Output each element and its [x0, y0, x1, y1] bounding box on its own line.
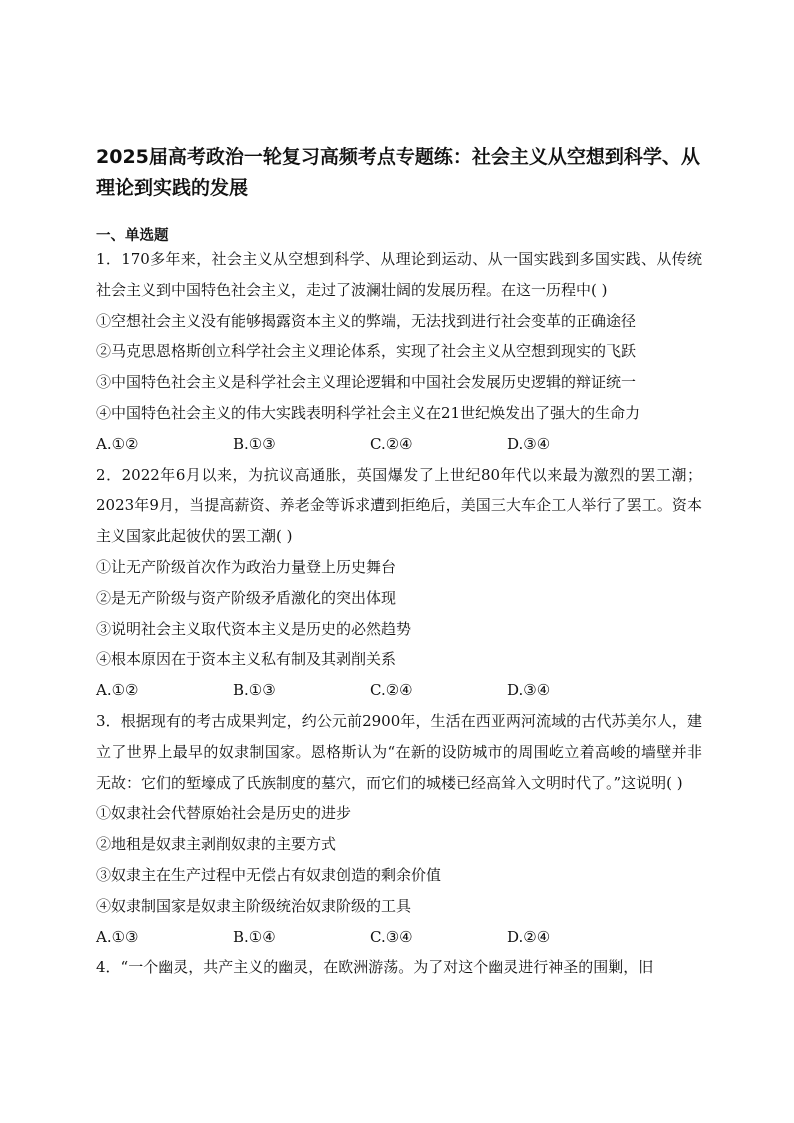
- statement-item: ④中国特色社会主义的伟大实践表明科学社会主义在21世纪焕发出了强大的生命力: [96, 403, 641, 422]
- answer-option-d: D.②④: [507, 927, 551, 946]
- answer-option-a: A.①②: [96, 434, 139, 453]
- question-stem: 2．2022年6月以来，为抗议高通胀，英国爆发了上世纪80年代以来最为激烈的罢工潮；2023年9月，当提高薪资、养老金等诉求遭到拒绝后，美国三大车企工人举行了罢工。资本主义国家此起彼伏的罢工潮( ): [96, 465, 702, 546]
- answer-options: [96, 675, 702, 706]
- statement-item: ④奴隶制国家是奴隶主阶级统治奴隶阶级的工具: [96, 896, 412, 915]
- statement-item: ②马克思恩格斯创立科学社会主义理论体系，实现了社会主义从空想到现实的飞跃: [96, 342, 637, 361]
- question-stem: 4．“一个幽灵，共产主义的幽灵，在欧洲游荡。为了对这个幽灵进行神圣的围剿，旧: [96, 958, 654, 977]
- statement-item: ②是无产阶级与资产阶级矛盾激化的突出体现: [96, 588, 397, 607]
- answer-option-c: C.②④: [370, 434, 413, 453]
- answer-option-a: A.①③: [96, 927, 139, 946]
- statement-item: ④根本原因在于资本主义私有制及其剥削关系: [96, 650, 397, 669]
- question-1: [96, 244, 702, 460]
- statement-item: ③奴隶主在生产过程中无偿占有奴隶创造的剩余价值: [96, 865, 442, 884]
- answer-option-c: C.②④: [370, 681, 413, 700]
- question-stem: 1．170多年来，社会主义从空想到科学、从理论到运动、从一国实践到多国实践、从传统社会主义到中国特色社会主义，走过了波澜壮阔的发展历程。在这一历程中( ): [96, 250, 702, 299]
- question-2: [96, 460, 702, 706]
- section-heading: 一、单选题: [96, 228, 169, 244]
- statement-item: ①奴隶社会代替原始社会是历史的进步: [96, 804, 352, 823]
- answer-option-b: B.①③: [233, 434, 276, 453]
- statement-item: ②地租是奴隶主剥削奴隶的主要方式: [96, 835, 337, 854]
- statement-item: ①空想社会主义没有能够揭露资本主义的弊端，无法找到进行社会变革的正确途径: [96, 311, 637, 330]
- statement-item: ③中国特色社会主义是科学社会主义理论逻辑和中国社会发展历史逻辑的辩证统一: [96, 373, 637, 392]
- answer-option-d: D.③④: [507, 434, 551, 453]
- answer-option-b: B.①③: [233, 681, 276, 700]
- answer-option-c: C.③④: [370, 927, 413, 946]
- answer-options: [96, 922, 702, 953]
- answer-options: [96, 429, 702, 460]
- statement-item: ①让无产阶级首次作为政治力量登上历史舞台: [96, 557, 397, 576]
- answer-option-a: A.①②: [96, 681, 139, 700]
- statement-item: ③说明社会主义取代资本主义是历史的必然趋势: [96, 619, 412, 638]
- answer-option-b: B.①④: [233, 927, 276, 946]
- answer-option-d: D.③④: [507, 681, 551, 700]
- question-stem: 3．根据现有的考古成果判定，约公元前2900年，生活在西亚两河流域的古代苏美尔人，建立了世界上最早的奴隶制国家。恩格斯认为“在新的设防城市的周围屹立着高峻的墙壁并非无故：它们的堑壕成了氏族制度的墓穴，而它们的城楼已经高耸入文明时代了。”这说明( ): [96, 711, 702, 792]
- document-title: 2025届高考政治一轮复习高频考点专题练：社会主义从空想到科学、从理论到实践的发展: [96, 146, 700, 199]
- question-list: [96, 244, 702, 983]
- question-3: [96, 706, 702, 952]
- question-4: [96, 952, 702, 983]
